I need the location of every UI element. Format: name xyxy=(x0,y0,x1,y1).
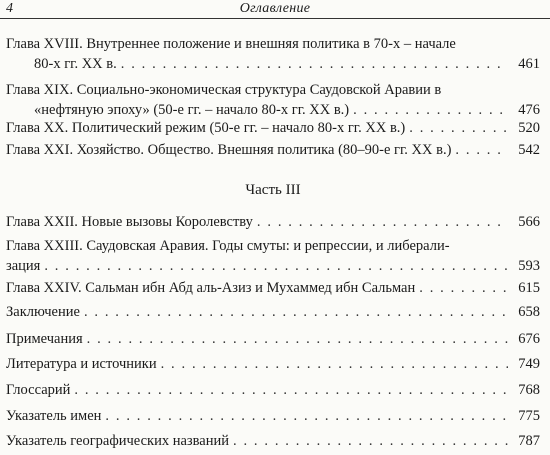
toc-page-ref: 566 xyxy=(518,214,540,230)
leader-dots xyxy=(74,380,508,400)
toc-page-ref: 542 xyxy=(518,142,540,158)
toc-entry-ch21[interactable] xyxy=(6,140,540,160)
leader-dots xyxy=(105,406,508,426)
toc-entry-geo-index[interactable] xyxy=(6,431,540,451)
toc-entry-title: Указатель географических названий xyxy=(6,433,230,449)
page-number: 4 xyxy=(6,1,13,16)
leader-dots xyxy=(87,329,508,349)
toc-entry-title: Заключение xyxy=(6,304,80,320)
leader-dots xyxy=(409,118,508,138)
toc-entry-title: Глава XX. Политический режим (50-е гг. – начало 80-х гг. XX в.) xyxy=(6,120,406,136)
toc-entry-row xyxy=(6,354,540,374)
part-heading: Часть III xyxy=(245,182,301,198)
toc-entry-ch20[interactable] xyxy=(6,118,540,138)
toc-page-ref: 461 xyxy=(518,56,540,72)
toc-entry-title: Глоссарий xyxy=(6,382,71,398)
leader-dots xyxy=(44,256,508,276)
toc-entry-row xyxy=(6,212,540,232)
toc-entry-title-cont: «нефтяную эпоху» (50-е гг. – начало 80-х гг. XX в.) xyxy=(34,102,350,118)
leader-dots xyxy=(257,212,508,232)
toc-entry-row xyxy=(6,380,540,400)
leader-dots xyxy=(121,54,508,74)
toc-entry-name-index[interactable] xyxy=(6,406,540,426)
toc-entry-row xyxy=(6,329,540,349)
toc-entry-conclusion[interactable] xyxy=(6,302,540,322)
toc-entry-title: Глава XXII. Новые вызовы Королевству xyxy=(6,214,253,230)
leader-dots xyxy=(455,140,508,160)
toc-entry-notes[interactable] xyxy=(6,329,540,349)
header-title: Оглавление xyxy=(239,1,311,16)
toc-page-ref: 749 xyxy=(518,356,540,372)
toc-entry-row xyxy=(6,140,540,160)
toc-entry-row xyxy=(6,118,540,138)
toc-entry-title: Глава XIX. Социально-экономическая структура Саудовской Аравии в xyxy=(6,82,442,98)
toc-entry-literature[interactable] xyxy=(6,354,540,374)
leader-dots xyxy=(353,100,508,120)
toc-page-ref: 658 xyxy=(518,304,540,320)
leader-dots xyxy=(233,431,508,451)
toc-entry-title-cont: 80-х гг. XX в. xyxy=(34,56,117,72)
toc-entry-title: Глава XXI. Хозяйство. Общество. Внешняя политика (80–90-е гг. XX в.) xyxy=(6,142,452,158)
toc-entry-ch19[interactable] xyxy=(6,80,540,120)
toc-entry-row xyxy=(6,256,540,276)
toc-entry-title: Указатель имен xyxy=(6,408,102,424)
running-head xyxy=(0,0,550,19)
toc-entry-title: Глава XXIII. Саудовская Аравия. Годы смуты: и репрессии, и либерали- xyxy=(6,238,450,254)
leader-dots xyxy=(84,302,508,322)
toc-entry-title-cont: зация xyxy=(6,258,41,274)
toc-entry-glossary[interactable] xyxy=(6,380,540,400)
toc-entry-row xyxy=(6,100,540,120)
toc-entry-ch22[interactable] xyxy=(6,212,540,232)
toc-entry-title: Примечания xyxy=(6,331,83,347)
toc-entry-row xyxy=(6,54,540,74)
toc-page-ref: 520 xyxy=(518,120,540,136)
leader-dots xyxy=(161,354,508,374)
toc-page-ref: 787 xyxy=(518,433,540,449)
leader-dots xyxy=(419,278,508,298)
toc-entry-row xyxy=(6,431,540,451)
toc-entry-ch23[interactable] xyxy=(6,236,540,276)
toc-entry-title: Глава XVIII. Внутреннее положение и внешняя политика в 70-х – начале xyxy=(6,36,456,52)
toc-entry-ch18[interactable] xyxy=(6,34,540,74)
toc-page-ref: 593 xyxy=(518,258,540,274)
toc-entry-title: Глава XXIV. Сальман ибн Абд аль-Азиз и Мухаммед ибн Сальман xyxy=(6,280,416,296)
toc-entry-row xyxy=(6,406,540,426)
toc-page-ref: 676 xyxy=(518,331,540,347)
toc-entry-title: Литература и источники xyxy=(6,356,157,372)
toc-page-ref: 615 xyxy=(518,280,540,296)
toc-entry-row xyxy=(6,278,540,298)
toc-page-ref: 476 xyxy=(518,102,540,118)
toc-page-ref: 768 xyxy=(518,382,540,398)
toc-page-ref: 775 xyxy=(518,408,540,424)
toc-entry-ch24[interactable] xyxy=(6,278,540,298)
toc-entry-row xyxy=(6,302,540,322)
